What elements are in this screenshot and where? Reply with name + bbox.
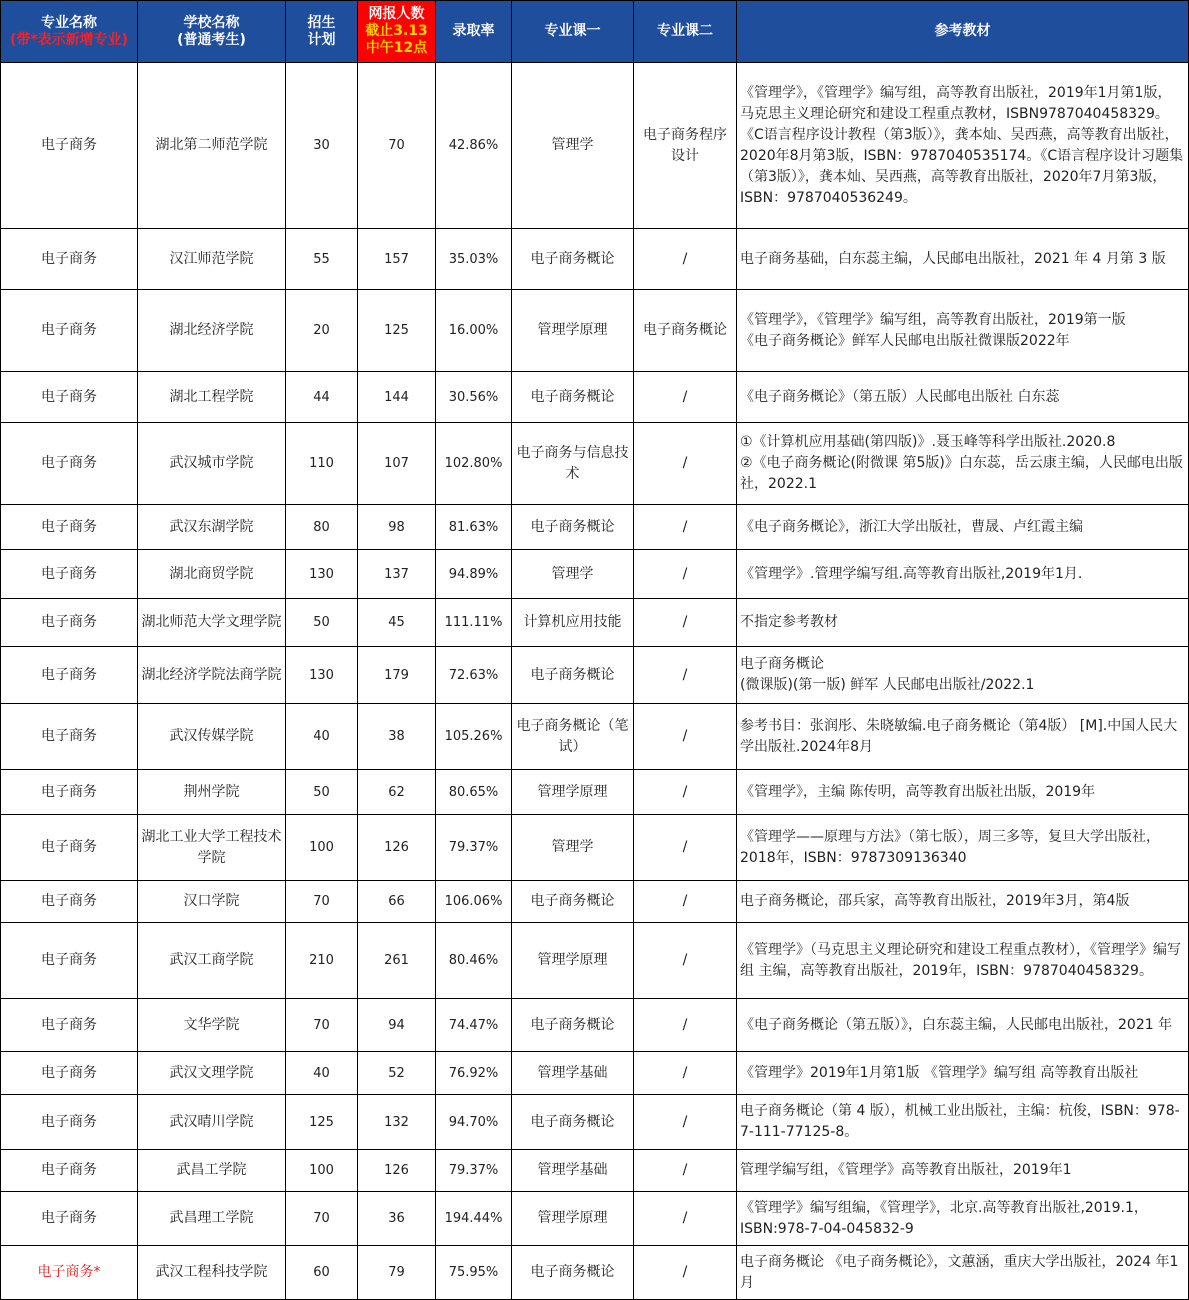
course2-cell: / bbox=[634, 999, 737, 1052]
major-cell: 电子商务 bbox=[1, 229, 138, 290]
rate-cell: 79.37% bbox=[436, 1150, 512, 1192]
plan-cell: 70 bbox=[286, 1192, 358, 1246]
course2-cell: 电子商务程序设计 bbox=[634, 63, 737, 229]
books-cell bbox=[737, 290, 1189, 372]
rate-cell: 111.11% bbox=[436, 599, 512, 647]
books-cell bbox=[737, 229, 1189, 290]
course1-cell: 管理学原理 bbox=[512, 290, 634, 372]
school-cell: 武汉城市学院 bbox=[138, 423, 286, 505]
major-cell: 电子商务 bbox=[1, 647, 138, 704]
school-cell: 武汉东湖学院 bbox=[138, 505, 286, 550]
table-row bbox=[1, 372, 1189, 423]
plan-cell: 30 bbox=[286, 63, 358, 229]
book-entry: 《电子商务概论》鲜军人民邮电出版社微课版2022年 bbox=[740, 332, 1070, 349]
course2-cell: / bbox=[634, 423, 737, 505]
course2-cell: / bbox=[634, 647, 737, 704]
book-entry: 《管理学》，《管理学》编写组，高等教育出版社，2019第一版 bbox=[740, 311, 1126, 328]
school-cell: 武汉工程科技学院 bbox=[138, 1246, 286, 1300]
book-entry: 参考书目：张润彤、朱晓敏编.电子商务概论（第4版） [M].中国人民大学出版社.2024年8月 bbox=[740, 717, 1178, 755]
major-cell: 电子商务 bbox=[1, 505, 138, 550]
major-cell: 电子商务 bbox=[1, 290, 138, 372]
books-cell bbox=[737, 704, 1189, 770]
course1-cell: 电子商务概论 bbox=[512, 881, 634, 923]
books-cell bbox=[737, 1192, 1189, 1246]
rate-cell: 30.56% bbox=[436, 372, 512, 423]
table-row bbox=[1, 505, 1189, 550]
course2-cell: / bbox=[634, 1052, 737, 1095]
course1-cell: 计算机应用技能 bbox=[512, 599, 634, 647]
books-cell bbox=[737, 923, 1189, 999]
school-cell: 湖北师范大学文理学院 bbox=[138, 599, 286, 647]
major-cell: 电子商务 bbox=[1, 923, 138, 999]
course1-cell: 电子商务与信息技术 bbox=[512, 423, 634, 505]
plan-cell: 50 bbox=[286, 599, 358, 647]
major-cell: 电子商务 bbox=[1, 770, 138, 815]
school-cell: 武汉晴川学院 bbox=[138, 1095, 286, 1150]
major-cell: 电子商务 bbox=[1, 881, 138, 923]
plan-cell: 100 bbox=[286, 815, 358, 881]
rate-cell: 81.63% bbox=[436, 505, 512, 550]
course2-cell: / bbox=[634, 704, 737, 770]
major-cell: 电子商务 bbox=[1, 550, 138, 599]
table-row bbox=[1, 599, 1189, 647]
rate-cell: 42.86% bbox=[436, 63, 512, 229]
plan-cell: 55 bbox=[286, 229, 358, 290]
plan-cell: 210 bbox=[286, 923, 358, 999]
books-cell bbox=[737, 599, 1189, 647]
school-cell: 武汉工商学院 bbox=[138, 923, 286, 999]
applicants-cell: 94 bbox=[358, 999, 436, 1052]
header-applicants: 网报人数 截止3.13 中午12点 bbox=[358, 1, 436, 63]
course2-cell: / bbox=[634, 1246, 737, 1300]
book-entry: 电子商务概论，邵兵家，高等教育出版社，2019年3月，第4版 bbox=[740, 893, 1130, 909]
header-books: 参考教材 bbox=[737, 1, 1189, 63]
header-plan: 招生 计划 bbox=[286, 1, 358, 63]
book-entry: 电子商务概论 《电子商务概论》，文蕙涵，重庆大学出版社，2024 年1月 bbox=[740, 1253, 1179, 1291]
header-course2: 专业课二 bbox=[634, 1, 737, 63]
course2-cell: 电子商务概论 bbox=[634, 290, 737, 372]
table-row bbox=[1, 1192, 1189, 1246]
header-row bbox=[1, 1, 1189, 63]
major-cell: 电子商务 bbox=[1, 815, 138, 881]
table-row bbox=[1, 647, 1189, 704]
course2-cell: / bbox=[634, 1150, 737, 1192]
table-row bbox=[1, 1150, 1189, 1192]
course2-cell: / bbox=[634, 815, 737, 881]
table-row bbox=[1, 1246, 1189, 1300]
plan-cell: 44 bbox=[286, 372, 358, 423]
applicants-cell: 98 bbox=[358, 505, 436, 550]
book-entry: 《管理学》编写组编，《管理学》，北京.高等教育出版社,2019.1，ISBN:978-7-04-045832-9 bbox=[740, 1199, 1148, 1237]
applicants-cell: 66 bbox=[358, 881, 436, 923]
plan-cell: 70 bbox=[286, 881, 358, 923]
course1-cell: 管理学原理 bbox=[512, 770, 634, 815]
course1-cell: 电子商务概论（笔试） bbox=[512, 704, 634, 770]
course1-cell: 管理学 bbox=[512, 63, 634, 229]
table-row bbox=[1, 999, 1189, 1052]
table-row bbox=[1, 704, 1189, 770]
book-entry: ①《计算机应用基础(第四版)》.聂玉峰等科学出版社.2020.8 bbox=[740, 434, 1116, 450]
books-cell bbox=[737, 372, 1189, 423]
school-cell: 荆州学院 bbox=[138, 770, 286, 815]
course2-cell: / bbox=[634, 599, 737, 647]
major-cell: 电子商务 bbox=[1, 1192, 138, 1246]
table-row bbox=[1, 290, 1189, 372]
rate-cell: 94.89% bbox=[436, 550, 512, 599]
applicants-cell: 62 bbox=[358, 770, 436, 815]
major-cell: 电子商务 bbox=[1, 372, 138, 423]
major-cell: 电子商务 bbox=[1, 1095, 138, 1150]
books-cell bbox=[737, 505, 1189, 550]
table-row bbox=[1, 881, 1189, 923]
table-row bbox=[1, 1052, 1189, 1095]
book-entry: 电子商务概论 bbox=[740, 656, 824, 672]
books-cell bbox=[737, 550, 1189, 599]
applicants-cell: 107 bbox=[358, 423, 436, 505]
book-entry: 管理学编写组，《管理学》高等教育出版社，2019年1 bbox=[740, 1162, 1072, 1178]
course2-cell: / bbox=[634, 372, 737, 423]
applicants-cell: 261 bbox=[358, 923, 436, 999]
applicants-cell: 179 bbox=[358, 647, 436, 704]
course1-cell: 管理学基础 bbox=[512, 1052, 634, 1095]
rate-cell: 16.00% bbox=[436, 290, 512, 372]
rate-cell: 75.95% bbox=[436, 1246, 512, 1300]
books-cell bbox=[737, 815, 1189, 881]
school-cell: 武昌理工学院 bbox=[138, 1192, 286, 1246]
rate-cell: 80.65% bbox=[436, 770, 512, 815]
header-school: 学校名称 (普通考生) bbox=[138, 1, 286, 63]
book-entry: 《管理学》，主编 陈传明，高等教育出版社出版，2019年 bbox=[740, 783, 1096, 800]
table-row bbox=[1, 770, 1189, 815]
major-cell: 电子商务 bbox=[1, 423, 138, 505]
book-entry: 《电子商务概论（第五版）》，白东蕊主编，人民邮电出版社，2021 年 bbox=[740, 1016, 1173, 1033]
book-entry: 《C语言程序设计教程（第3版）》，龚本灿、吴西燕，高等教育出版社，2020年8月第3版，ISBN：9787040535174。《C语言程序设计习题集（第3版）》，龚本灿、吴西燕，高等教育出版社，2020年7月第3版，ISBN：9787040536249。 bbox=[740, 126, 1184, 206]
book-entry: 不指定参考教材 bbox=[740, 614, 838, 630]
rate-cell: 102.80% bbox=[436, 423, 512, 505]
book-entry: 《管理学》，《管理学》编写组，高等教育出版社，2019年1月第1版，马克思主义理论研究和建设工程重点教材，ISBN9787040458329。 bbox=[740, 84, 1172, 122]
rate-cell: 72.63% bbox=[436, 647, 512, 704]
applicants-cell: 70 bbox=[358, 63, 436, 229]
table-row bbox=[1, 923, 1189, 999]
book-entry: 《管理学》（马克思主义理论研究和建设工程重点教材），《管理学》编写组 主编，高等教育出版社，2019年，ISBN：9787040458329。 bbox=[740, 941, 1181, 979]
plan-cell: 40 bbox=[286, 704, 358, 770]
books-cell bbox=[737, 1052, 1189, 1095]
books-cell bbox=[737, 1095, 1189, 1150]
books-cell bbox=[737, 423, 1189, 505]
school-cell: 汉江师范学院 bbox=[138, 229, 286, 290]
school-cell: 湖北工程学院 bbox=[138, 372, 286, 423]
book-entry: 《管理学》2019年1月第1版 《管理学》编写组 高等教育出版社 bbox=[740, 1064, 1139, 1081]
school-cell: 武汉文理学院 bbox=[138, 1052, 286, 1095]
applicants-cell: 132 bbox=[358, 1095, 436, 1150]
major-cell: 电子商务* bbox=[1, 1246, 138, 1300]
school-cell: 湖北第二师范学院 bbox=[138, 63, 286, 229]
plan-cell: 100 bbox=[286, 1150, 358, 1192]
applicants-cell: 137 bbox=[358, 550, 436, 599]
applicants-cell: 79 bbox=[358, 1246, 436, 1300]
school-cell: 湖北商贸学院 bbox=[138, 550, 286, 599]
course2-cell: / bbox=[634, 550, 737, 599]
rate-cell: 194.44% bbox=[436, 1192, 512, 1246]
rate-cell: 94.70% bbox=[436, 1095, 512, 1150]
book-entry: 《电子商务概论》，浙江大学出版社，曹晟、卢红霞主编 bbox=[740, 518, 1083, 535]
table-body bbox=[1, 63, 1189, 1300]
book-entry: (微课版)(第一版) 鲜军 人民邮电出版社/2022.1 bbox=[740, 677, 1035, 693]
books-cell bbox=[737, 999, 1189, 1052]
header-course1: 专业课一 bbox=[512, 1, 634, 63]
major-cell: 电子商务 bbox=[1, 1052, 138, 1095]
table-row bbox=[1, 423, 1189, 505]
course2-cell: / bbox=[634, 923, 737, 999]
book-entry: 电子商务基础，白东蕊主编，人民邮电出版社，2021 年 4 月第 3 版 bbox=[740, 250, 1166, 267]
rate-cell: 76.92% bbox=[436, 1052, 512, 1095]
course1-cell: 电子商务概论 bbox=[512, 999, 634, 1052]
header-rate: 录取率 bbox=[436, 1, 512, 63]
school-cell: 湖北经济学院 bbox=[138, 290, 286, 372]
applicants-cell: 45 bbox=[358, 599, 436, 647]
plan-cell: 110 bbox=[286, 423, 358, 505]
rate-cell: 106.06% bbox=[436, 881, 512, 923]
books-cell bbox=[737, 881, 1189, 923]
major-cell: 电子商务 bbox=[1, 1150, 138, 1192]
plan-cell: 130 bbox=[286, 647, 358, 704]
plan-cell: 60 bbox=[286, 1246, 358, 1300]
applicants-cell: 38 bbox=[358, 704, 436, 770]
plan-cell: 130 bbox=[286, 550, 358, 599]
applicants-cell: 144 bbox=[358, 372, 436, 423]
rate-cell: 79.37% bbox=[436, 815, 512, 881]
school-cell: 湖北工业大学工程技术学院 bbox=[138, 815, 286, 881]
course1-cell: 电子商务概论 bbox=[512, 505, 634, 550]
major-cell: 电子商务 bbox=[1, 63, 138, 229]
applicants-cell: 126 bbox=[358, 815, 436, 881]
table-row bbox=[1, 63, 1189, 229]
major-cell: 电子商务 bbox=[1, 704, 138, 770]
book-entry: ②《电子商务概论(附微课 第5版)》白东蕊，岳云康主编，人民邮电出版社，2022.1 bbox=[740, 455, 1183, 492]
plan-cell: 20 bbox=[286, 290, 358, 372]
course1-cell: 管理学原理 bbox=[512, 923, 634, 999]
book-entry: 《电子商务概论》（第五版）人民邮电出版社 白东蕊 bbox=[740, 388, 1060, 405]
table-row bbox=[1, 815, 1189, 881]
book-entry: 《管理学——原理与方法》（第七版），周三多等，复旦大学出版社，2018年，ISBN：9787309136340 bbox=[740, 828, 1160, 866]
school-cell: 湖北经济学院法商学院 bbox=[138, 647, 286, 704]
plan-cell: 40 bbox=[286, 1052, 358, 1095]
plan-cell: 50 bbox=[286, 770, 358, 815]
applicants-cell: 52 bbox=[358, 1052, 436, 1095]
header-major: 专业名称 (带*表示新增专业) bbox=[1, 1, 138, 63]
school-cell: 武昌工学院 bbox=[138, 1150, 286, 1192]
course1-cell: 电子商务概论 bbox=[512, 229, 634, 290]
table-row bbox=[1, 229, 1189, 290]
major-cell: 电子商务 bbox=[1, 999, 138, 1052]
course1-cell: 管理学基础 bbox=[512, 1150, 634, 1192]
school-cell: 汉口学院 bbox=[138, 881, 286, 923]
book-entry: 电子商务概论（第 4 版），机械工业出版社，主编：杭俊，ISBN：978-7-111-77125-8。 bbox=[740, 1103, 1180, 1140]
school-cell: 文华学院 bbox=[138, 999, 286, 1052]
course1-cell: 管理学原理 bbox=[512, 1192, 634, 1246]
school-cell: 武汉传媒学院 bbox=[138, 704, 286, 770]
plan-cell: 125 bbox=[286, 1095, 358, 1150]
applicants-cell: 36 bbox=[358, 1192, 436, 1246]
course1-cell: 电子商务概论 bbox=[512, 1095, 634, 1150]
course2-cell: / bbox=[634, 229, 737, 290]
course1-cell: 电子商务概论 bbox=[512, 372, 634, 423]
major-cell: 电子商务 bbox=[1, 599, 138, 647]
course1-cell: 电子商务概论 bbox=[512, 1246, 634, 1300]
course1-cell: 电子商务概论 bbox=[512, 647, 634, 704]
applicants-cell: 157 bbox=[358, 229, 436, 290]
course2-cell: / bbox=[634, 881, 737, 923]
book-entry: 《管理学》.管理学编写组.高等教育出版社,2019年1月. bbox=[740, 565, 1083, 582]
applicants-cell: 126 bbox=[358, 1150, 436, 1192]
rate-cell: 80.46% bbox=[436, 923, 512, 999]
applicants-cell: 125 bbox=[358, 290, 436, 372]
books-cell bbox=[737, 63, 1189, 229]
books-cell bbox=[737, 1150, 1189, 1192]
plan-cell: 70 bbox=[286, 999, 358, 1052]
course2-cell: / bbox=[634, 1095, 737, 1150]
rate-cell: 105.26% bbox=[436, 704, 512, 770]
course2-cell: / bbox=[634, 505, 737, 550]
course2-cell: / bbox=[634, 1192, 737, 1246]
table-row bbox=[1, 1095, 1189, 1150]
course1-cell: 管理学 bbox=[512, 815, 634, 881]
rate-cell: 74.47% bbox=[436, 999, 512, 1052]
books-cell bbox=[737, 1246, 1189, 1300]
books-cell bbox=[737, 770, 1189, 815]
course1-cell: 管理学 bbox=[512, 550, 634, 599]
rate-cell: 35.03% bbox=[436, 229, 512, 290]
course2-cell: / bbox=[634, 770, 737, 815]
plan-cell: 80 bbox=[286, 505, 358, 550]
table-row bbox=[1, 550, 1189, 599]
books-cell bbox=[737, 647, 1189, 704]
